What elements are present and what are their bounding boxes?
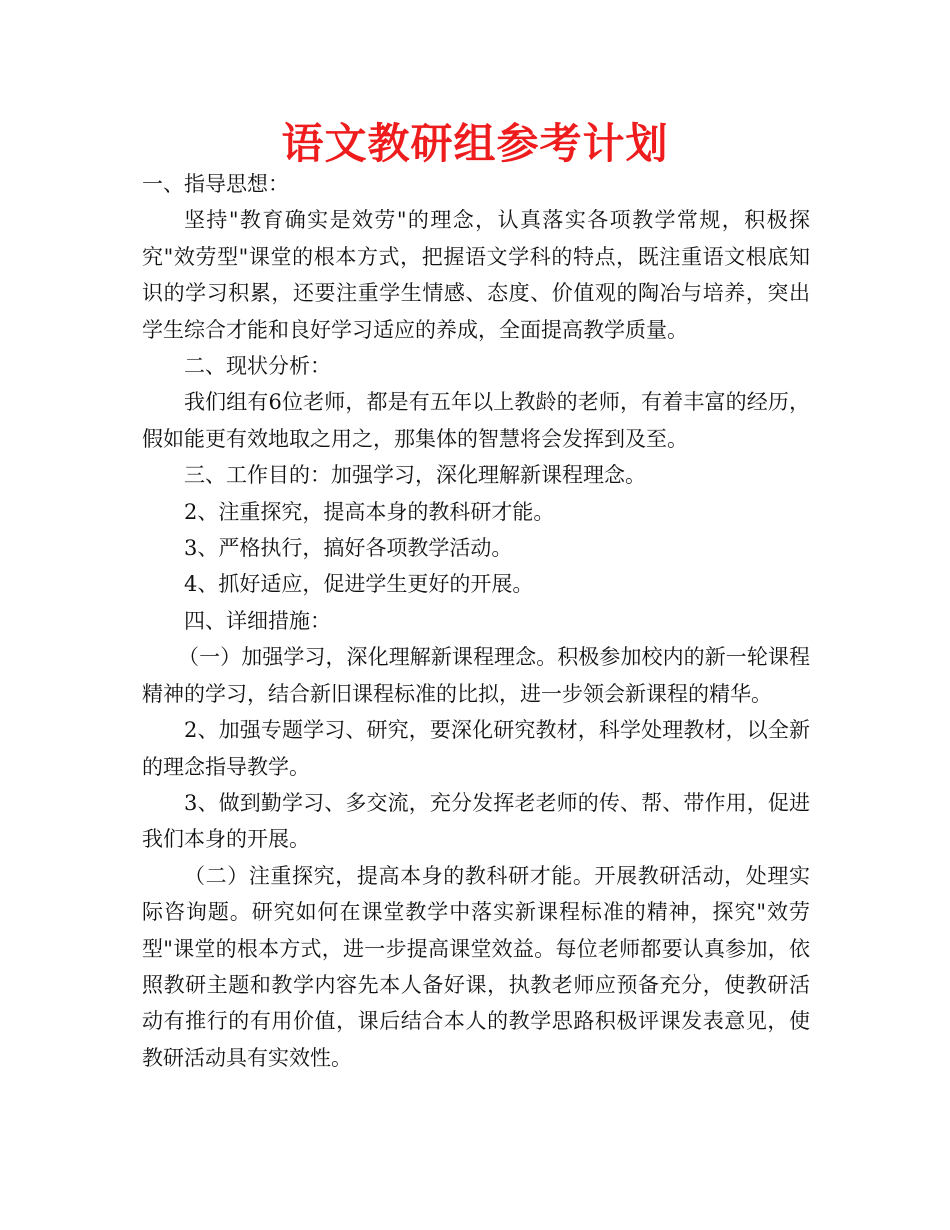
document-body (142, 166, 810, 1076)
heading-guiding-thought: 一、指导思想： (142, 172, 289, 196)
paragraph-status-analysis: 我们组有6位老师，都是有五年以上教龄的老师，有着丰富的经历，假如能更有效地取之用之，那集体的智慧将会发挥到及至。 (142, 390, 810, 451)
list-item-goal-3: 3、严格执行，搞好各项教学活动。 (184, 536, 513, 561)
list-item-goal-2: 2、注重探究，提高本身的教科研才能。 (184, 499, 555, 524)
list-item-goal-4: 4、抓好适应，促进学生更好的开展。 (184, 572, 534, 597)
heading-work-goal: 三、工作目的：加强学习，深化理解新课程理念。 (184, 463, 646, 488)
document-title: 语文教研组参考计划 (281, 119, 669, 168)
paragraph-measure-1: （一）加强学习，深化理解新课程理念。积极参加校内的新一轮课程精神的学习，结合新旧课程标准的比拟，进一步领会新课程的精华。 (142, 645, 810, 706)
paragraph-measure-1-3: 3、做到勤学习、多交流，充分发挥老老师的传、帮、带作用，促进我们本身的开展。 (142, 790, 810, 852)
paragraph-measure-1-2: 2、加强专题学习、研究，要深化研究教材，科学处理教材，以全新的理念指导教学。 (142, 718, 810, 779)
heading-status-analysis: 二、现状分析： (184, 354, 331, 379)
paragraph-guiding-thought: 坚持"教育确实是效劳"的理念，认真落实各项教学常规，积极探究"效劳型"课堂的根本方式，把握语文学科的特点，既注重语文根底知识的学习积累，还要注重学生情感、态度、价值观的陶冶与培养，突出学生综合才能和良好学习适应的养成，全面提高教学质量。 (142, 208, 810, 342)
paragraph-measure-2: （二）注重探究，提高本身的教科研才能。开展教研活动，处理实际咨询题。研究如何在课堂教学中落实新课程标准的精神，探究"效劳型"课堂的根本方式，进一步提高课堂效益。每位老师都要认真参加，依照教研主题和教学内容先本人备好课，执教老师应预备充分，使教研活动有推行的有用价值，课后结合本人的教学思路积极评课发表意见，使教研活动具有实效性。 (142, 863, 810, 1070)
heading-detailed-measures: 四、详细措施： (184, 608, 331, 633)
